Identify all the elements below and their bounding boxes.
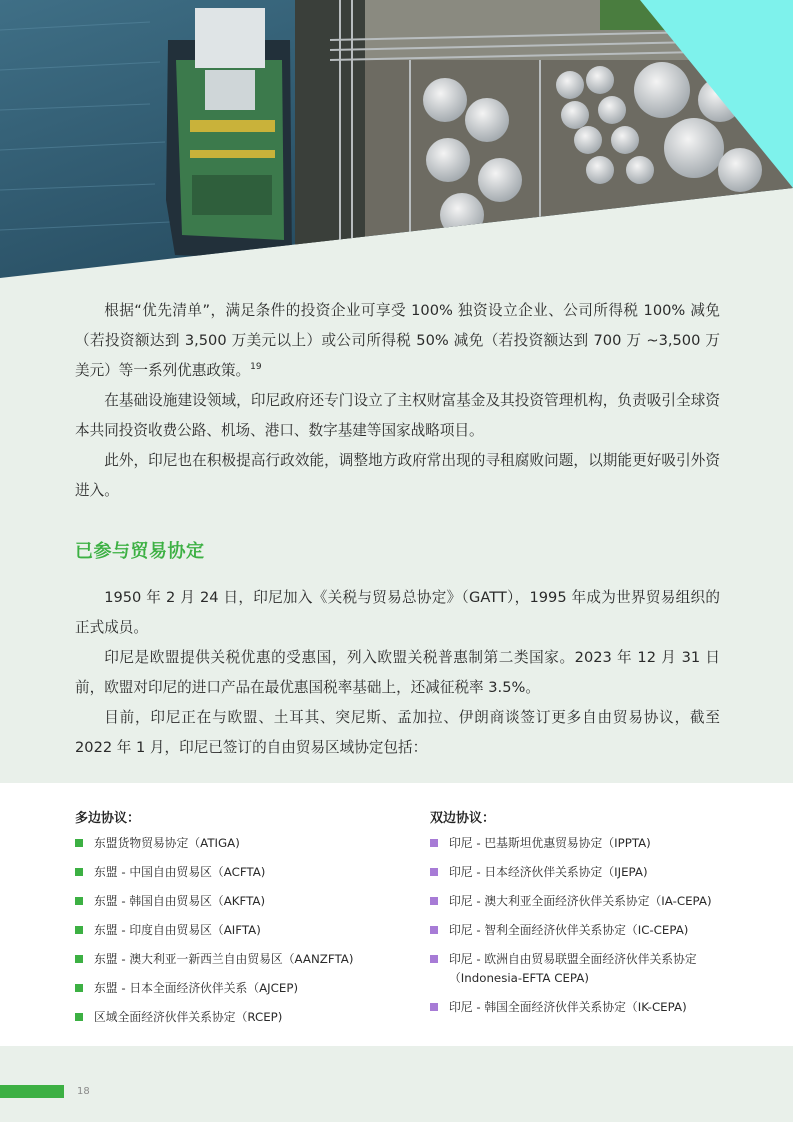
multilateral-list bbox=[75, 807, 405, 1037]
paragraph: 根据“优先清单”，满足条件的投资企业可享受 100% 独资设立企业、公司所得税 100% 减免（若投资额达到 3,500 万美元以上）或公司所得税 50% 减免（若投资额达到 700 万 ~3,500 万美元）等一系列优惠政策。$^{19}$ bbox=[75, 302, 720, 379]
paragraph: 在基础设施建设领域，印尼政府还专门设立了主权财富基金及其投资管理机构，负责吸引全球资本共同投资收费公路、机场、港口、数字基建等国家战略项目。 bbox=[75, 392, 720, 439]
footer-accent-bar bbox=[0, 1085, 64, 1098]
body-text bbox=[75, 296, 720, 506]
paragraph: 1950 年 2 月 24 日，印尼加入《关税与贸易总协定》（GATT），1995 年成为世界贸易组织的正式成员。 bbox=[75, 589, 720, 636]
list-item: 印尼 - 智利全面经济伙伴关系协定（IC-CEPA) bbox=[430, 921, 750, 940]
square-bullet-icon bbox=[430, 1003, 438, 1011]
square-bullet-icon bbox=[75, 868, 83, 876]
section-body bbox=[75, 583, 720, 763]
section-title: 已参与贸易协定 bbox=[75, 541, 205, 562]
square-bullet-icon bbox=[75, 955, 83, 963]
square-bullet-icon bbox=[430, 868, 438, 876]
list-item: 东盟 - 澳大利亚一新西兰自由贸易区（AANZFTA) bbox=[75, 950, 405, 969]
square-bullet-icon bbox=[75, 839, 83, 847]
list-item: 印尼 - 韩国全面经济伙伴关系协定（IK-CEPA) bbox=[430, 998, 750, 1017]
list-item: 区域全面经济伙伴关系协定（RCEP) bbox=[75, 1008, 405, 1027]
square-bullet-icon bbox=[75, 1013, 83, 1021]
square-bullet-icon bbox=[75, 926, 83, 934]
list-item: 东盟 - 印度自由贸易区（AIFTA) bbox=[75, 921, 405, 940]
footnote-ref[interactable]: 19 bbox=[250, 362, 262, 372]
square-bullet-icon bbox=[430, 955, 438, 963]
list-heading: 多边协议： bbox=[75, 811, 141, 826]
square-bullet-icon bbox=[75, 897, 83, 905]
list-item: 印尼 - 澳大利亚全面经济伙伴关系协定（IA-CEPA) bbox=[430, 892, 750, 911]
agreements-panel bbox=[0, 783, 793, 1046]
list-item: 印尼 - 欧洲自由贸易联盟全面经济伙伴关系协定（Indonesia-EFTA CEPA) bbox=[430, 950, 750, 988]
paragraph: 目前，印尼正在与欧盟、土耳其、突尼斯、孟加拉、伊朗商谈签订更多自由贸易协议，截至 2022 年 1 月，印尼已签订的自由贸易区域协定包括： bbox=[75, 709, 720, 756]
square-bullet-icon bbox=[75, 984, 83, 992]
list-item: 印尼 - 日本经济伙伴关系协定（IJEPA) bbox=[430, 863, 750, 882]
bilateral-list bbox=[430, 807, 750, 1027]
hero-image bbox=[0, 0, 793, 280]
square-bullet-icon bbox=[430, 839, 438, 847]
page-number: 18 bbox=[77, 1086, 90, 1097]
paragraph: 此外，印尼也在积极提高行政效能，调整地方政府常出现的寻租腐败问题，以期能更好吸引外资进入。 bbox=[75, 452, 720, 499]
square-bullet-icon bbox=[430, 926, 438, 934]
square-bullet-icon bbox=[430, 897, 438, 905]
paragraph: 印尼是欧盟提供关税优惠的受惠国，列入欧盟关税普惠制第二类国家。2023 年 12 月 31 日前，欧盟对印尼的进口产品在最优惠国税率基础上，还减征税率 3.5%。 bbox=[75, 649, 720, 696]
list-item: 东盟 - 韩国自由贸易区（AKFTA) bbox=[75, 892, 405, 911]
list-heading: 双边协议： bbox=[430, 811, 496, 826]
list-item: 东盟 - 日本全面经济伙伴关系（AJCEP) bbox=[75, 979, 405, 998]
list-item: 东盟 - 中国自由贸易区（ACFTA) bbox=[75, 863, 405, 882]
list-item: 东盟货物贸易协定（ATIGA) bbox=[75, 834, 405, 853]
list-item: 印尼 - 巴基斯坦优惠贸易协定（IPPTA) bbox=[430, 834, 750, 853]
